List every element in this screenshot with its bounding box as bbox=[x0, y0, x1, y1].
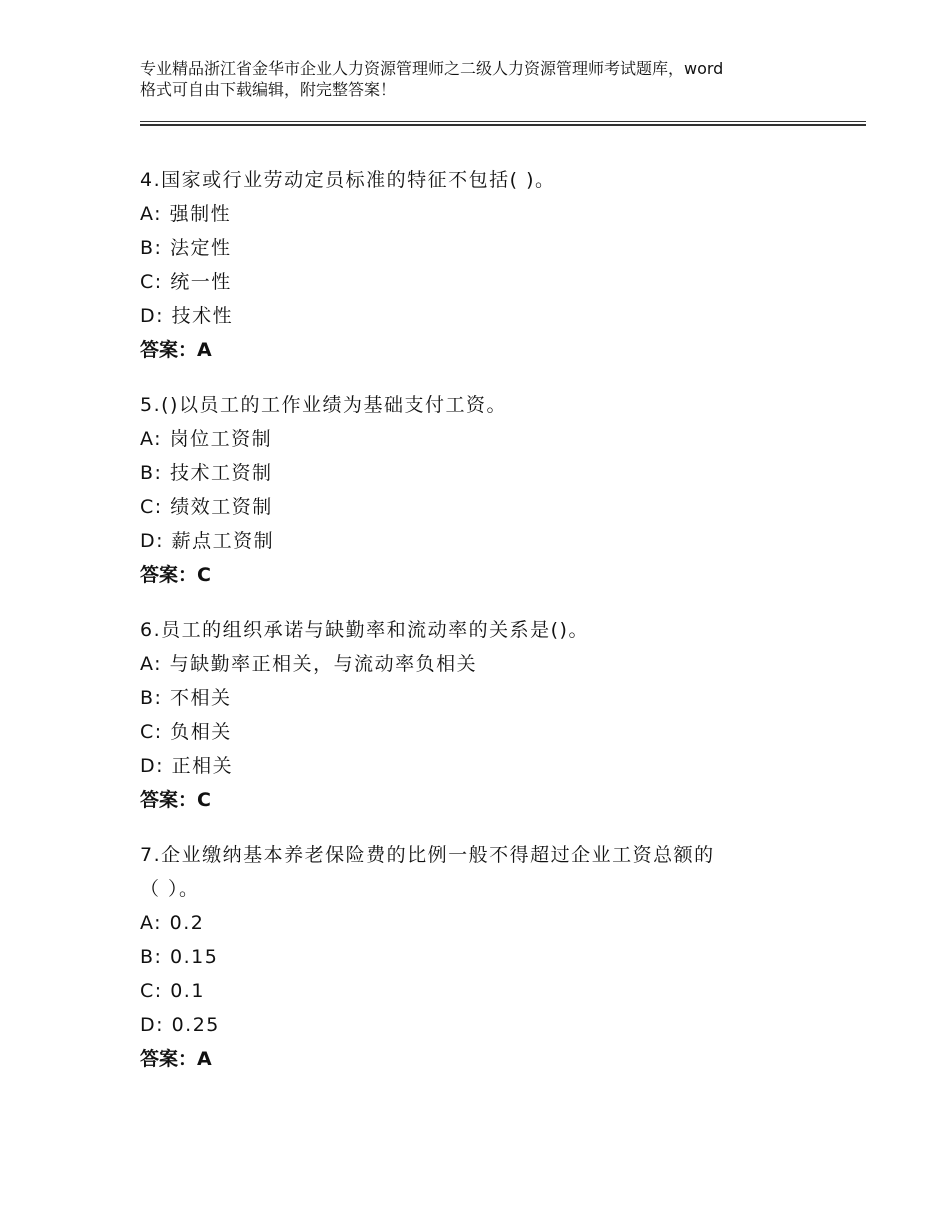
answer-label: 答案：C bbox=[140, 789, 211, 811]
question-4 bbox=[140, 163, 840, 367]
option-a: A: 0.2 bbox=[140, 912, 205, 934]
option-c: C: 负相关 bbox=[140, 721, 232, 743]
question-5 bbox=[140, 388, 840, 592]
answer-label: 答案：C bbox=[140, 564, 211, 586]
question-7 bbox=[140, 838, 840, 1076]
header-line-2: 格式可自由下载编辑，附完整答案！ bbox=[140, 80, 397, 99]
header-line-1: 专业精品浙江省金华市企业人力资源管理师之二级人力资源管理师考试题库，word bbox=[140, 59, 724, 78]
option-c: C: 0.1 bbox=[140, 980, 205, 1002]
option-b: B: 技术工资制 bbox=[140, 462, 273, 484]
document-header bbox=[140, 58, 840, 100]
option-b: B: 0.15 bbox=[140, 946, 219, 968]
answer-label: 答案：A bbox=[140, 1048, 212, 1070]
option-a: A: 与缺勤率正相关，与流动率负相关 bbox=[140, 653, 478, 675]
option-c: C: 统一性 bbox=[140, 271, 232, 293]
option-d: D: 0.25 bbox=[140, 1014, 220, 1036]
question-list bbox=[140, 163, 840, 1097]
question-stem: 7.企业缴纳基本养老保险费的比例一般不得超过企业工资总额的 bbox=[140, 844, 715, 866]
question-stem: 6.员工的组织承诺与缺勤率和流动率的关系是()。 bbox=[140, 619, 589, 641]
option-d: D: 正相关 bbox=[140, 755, 234, 777]
question-stem-continued: （ ）。 bbox=[140, 878, 200, 900]
question-6 bbox=[140, 613, 840, 817]
option-b: B: 不相关 bbox=[140, 687, 232, 709]
header-divider-thin bbox=[140, 121, 866, 122]
option-b: B: 法定性 bbox=[140, 237, 232, 259]
question-stem: 5.()以员工的工作业绩为基础支付工资。 bbox=[140, 394, 507, 416]
option-d: D: 薪点工资制 bbox=[140, 530, 275, 552]
option-a: A: 强制性 bbox=[140, 203, 232, 225]
answer-label: 答案：A bbox=[140, 339, 212, 361]
option-c: C: 绩效工资制 bbox=[140, 496, 273, 518]
option-a: A: 岗位工资制 bbox=[140, 428, 273, 450]
header-divider-thick bbox=[140, 124, 866, 126]
option-d: D: 技术性 bbox=[140, 305, 234, 327]
question-stem: 4.国家或行业劳动定员标准的特征不包括( )。 bbox=[140, 169, 556, 191]
